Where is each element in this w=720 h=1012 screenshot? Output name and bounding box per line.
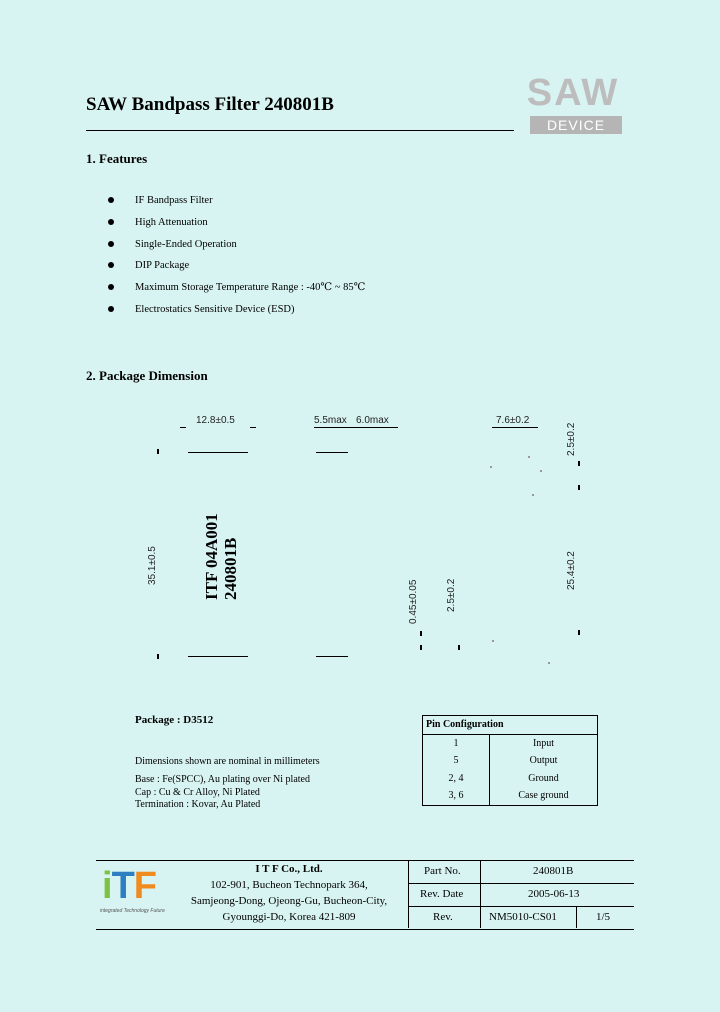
bullet-icon <box>108 241 114 247</box>
bullet-icon <box>108 306 114 312</box>
dim-length-label: 35.1±0.5 <box>147 546 158 585</box>
package-dimension-heading: 2. Package Dimension <box>86 368 208 383</box>
itf-logo <box>100 866 178 916</box>
package-note: Dimensions shown are nominal in millimeters <box>135 756 320 767</box>
dim-top-offset-label: 2.5±0.2 <box>566 422 577 456</box>
tick-mark <box>578 630 580 635</box>
bullet-icon <box>108 262 114 268</box>
package-outline-bottom <box>188 656 248 657</box>
pin-configuration-table <box>422 715 598 806</box>
footer-divider <box>408 883 634 884</box>
tick-mark <box>578 485 580 490</box>
rev-value: NM5010-CS01 <box>489 911 557 923</box>
table-row <box>423 752 598 770</box>
rev-label: Rev. <box>433 911 453 923</box>
feature-text: Maximum Storage Temperature Range : -40℃ ~ 85℃ <box>135 282 366 294</box>
feature-text: Single-Ended Operation <box>135 238 237 250</box>
dot-mark <box>492 640 494 642</box>
features-heading: 1. Features <box>86 151 148 166</box>
dot-mark <box>528 456 530 458</box>
pin-number: 3, 6 <box>423 787 490 805</box>
pin-function: Case ground <box>490 787 598 805</box>
side-outline-bottom <box>316 656 348 657</box>
feature-text: IF Bandpass Filter <box>135 195 213 206</box>
feature-text: DIP Package <box>135 260 190 272</box>
company-address-line: 102-901, Bucheon Technopark 364, <box>210 879 368 891</box>
tick-mark <box>458 645 460 650</box>
tick-mark <box>420 631 422 636</box>
package-note: Base : Fe(SPCC), Au plating over Ni plated <box>135 774 310 785</box>
company-address-line: Samjeong-Dong, Ojeong-Gu, Bucheon-City, <box>190 895 388 907</box>
dim-height-max2-label: 6.0max <box>356 415 389 426</box>
company-address-line: Gyounggi-Do, Korea 421-809 <box>222 911 356 923</box>
feature-item <box>108 258 365 280</box>
feature-text: High Attenuation <box>135 216 208 228</box>
rev-date-label: Rev. Date <box>420 888 464 900</box>
dim-line <box>250 427 256 428</box>
pin-number: 1 <box>423 734 490 752</box>
feature-item <box>108 280 365 302</box>
dim-pin-spacing-label: 7.6±0.2 <box>496 415 530 426</box>
company-name: I T F Co., Ltd. <box>255 863 323 875</box>
bullet-icon <box>108 197 114 203</box>
part-no-label: Part No. <box>424 865 461 877</box>
table-header-row <box>423 716 598 735</box>
dot-mark <box>490 466 492 468</box>
dot-mark <box>548 662 550 664</box>
dim-line <box>314 427 398 428</box>
footer-divider <box>408 860 409 928</box>
feature-item <box>108 237 365 259</box>
pin-function: Output <box>490 752 598 770</box>
package-marking <box>202 513 240 600</box>
feature-item <box>108 215 365 237</box>
dim-line <box>492 427 538 428</box>
side-outline-top <box>316 452 348 453</box>
footer-divider <box>576 906 577 928</box>
rev-date-value: 2005-06-13 <box>528 888 580 900</box>
footer-divider <box>408 906 634 907</box>
logo-device-text: DEVICE <box>530 116 622 134</box>
company-info <box>178 861 400 925</box>
marking-line-1: ITF 04A001 <box>202 513 221 600</box>
table-row <box>423 770 598 788</box>
title-rule <box>86 130 514 131</box>
package-label: Package : D3512 <box>135 714 214 726</box>
tick-mark <box>157 449 159 454</box>
footer-divider <box>480 860 481 928</box>
bullet-icon <box>108 219 114 225</box>
dim-width-label: 12.8±0.5 <box>196 415 235 426</box>
feature-text: Electrostatics Sensitive Device (ESD) <box>135 303 295 315</box>
itf-logo-tagline: integrated Technology Future <box>100 908 165 914</box>
dim-line <box>180 427 186 428</box>
package-note: Termination : Kovar, Au Plated <box>135 799 261 810</box>
dot-mark <box>540 470 542 472</box>
features-list <box>108 193 365 324</box>
logo-saw-text: SAW <box>526 72 620 114</box>
document-title: SAW Bandpass Filter 240801B <box>86 94 334 115</box>
dim-lead-pitch-label: 2.5±0.2 <box>446 578 457 612</box>
tick-mark <box>420 645 422 650</box>
marking-line-2: 240801B <box>221 537 240 600</box>
tick-mark <box>578 461 580 466</box>
dim-height-max-label: 5.5max <box>314 415 347 426</box>
dot-mark <box>532 494 534 496</box>
package-outline-top <box>188 452 248 453</box>
bullet-icon <box>108 284 114 290</box>
table-row <box>423 734 598 752</box>
pin-function: Input <box>490 734 598 752</box>
pin-function: Ground <box>490 770 598 788</box>
package-note: Cap : Cu & Cr Alloy, Ni Plated <box>135 787 260 798</box>
itf-logo-mark: iTF <box>102 865 156 907</box>
page-number: 1/5 <box>596 911 611 923</box>
pin-number: 2, 4 <box>423 770 490 788</box>
dim-lead-length-label: 25.4±0.2 <box>566 551 577 590</box>
feature-item <box>108 193 365 215</box>
feature-item <box>108 302 365 324</box>
tick-mark <box>157 654 159 659</box>
part-no-value: 240801B <box>533 865 574 877</box>
saw-device-logo <box>524 74 622 136</box>
table-row <box>423 787 598 805</box>
dim-lead-dia-label: 0.45±0.05 <box>408 579 419 624</box>
pin-number: 5 <box>423 752 490 770</box>
pin-config-title: Pin Configuration <box>423 716 598 735</box>
